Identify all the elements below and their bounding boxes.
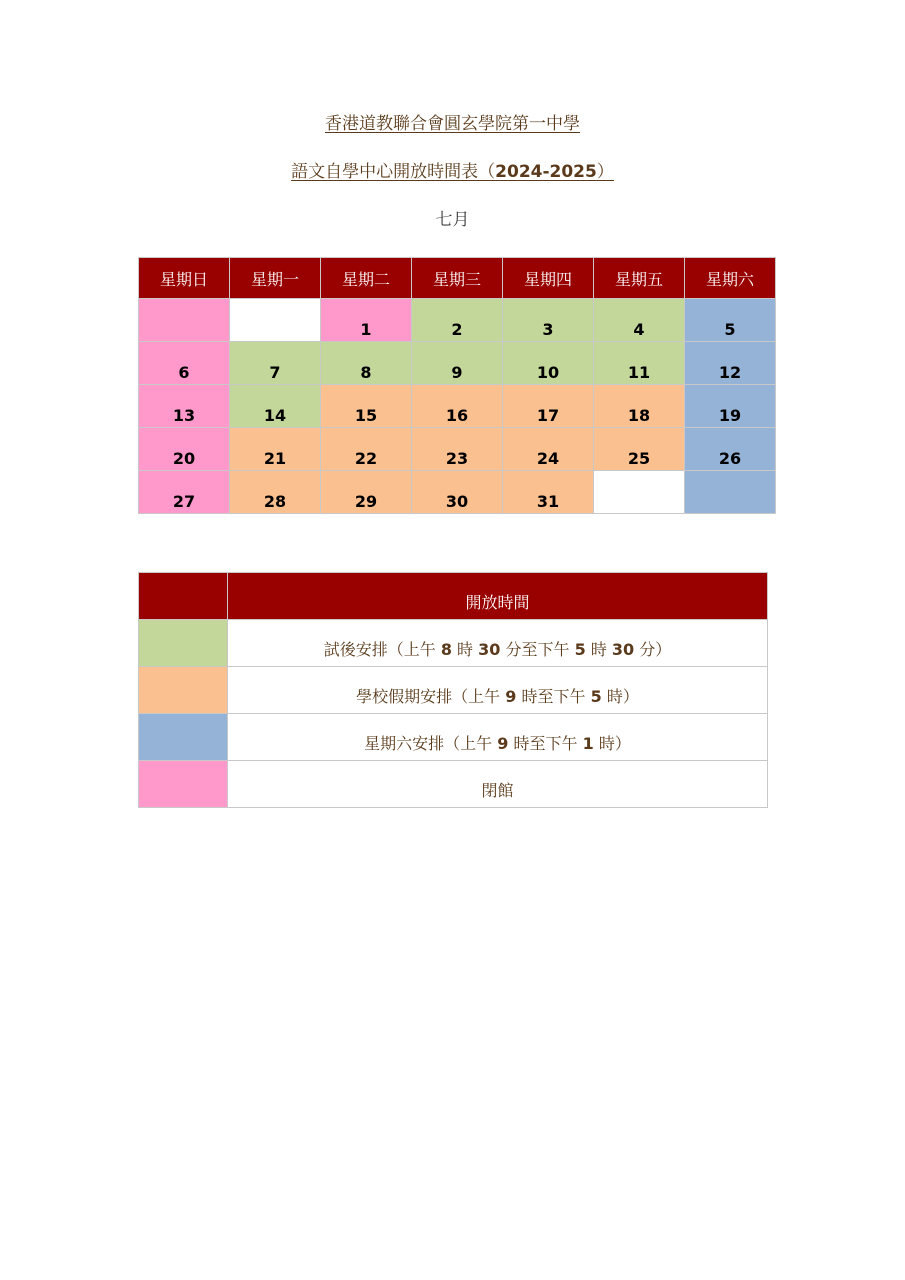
calendar-day-cell: 23 xyxy=(412,428,503,471)
legend-color-swatch xyxy=(139,620,228,667)
school-name: 香港道教聯合會圓玄學院第一中學 xyxy=(325,114,580,134)
calendar-day-cell xyxy=(685,471,776,514)
schedule-title-years: 2024-2025 xyxy=(495,162,597,182)
legend-text-part: 閉館 xyxy=(481,781,514,800)
legend-table xyxy=(138,572,768,808)
calendar-day-cell: 8 xyxy=(321,342,412,385)
weekday-header: 星期三 xyxy=(412,258,503,299)
legend-text-part: 8 xyxy=(440,640,452,659)
calendar-day-cell: 30 xyxy=(412,471,503,514)
calendar-day-cell: 14 xyxy=(230,385,321,428)
weekday-header: 星期六 xyxy=(685,258,776,299)
calendar-day-cell: 24 xyxy=(503,428,594,471)
month-label: 七月 xyxy=(435,210,470,230)
weekday-header-row xyxy=(139,258,776,299)
calendar-day-cell: 13 xyxy=(139,385,230,428)
legend-header-swatch xyxy=(139,573,228,620)
legend-text-part: 試後安排（上午 xyxy=(323,640,441,659)
calendar-day-cell: 4 xyxy=(594,299,685,342)
legend-header-row xyxy=(139,573,768,620)
legend-text-part: 時 xyxy=(585,640,612,659)
schedule-title-text xyxy=(291,162,614,182)
schedule-title xyxy=(0,161,905,183)
calendar-day-cell xyxy=(594,471,685,514)
calendar-day-cell: 17 xyxy=(503,385,594,428)
legend-text-part: 星期六安排（上午 xyxy=(364,734,498,753)
legend-row xyxy=(139,667,768,714)
calendar-day-cell: 27 xyxy=(139,471,230,514)
legend-text-part: 學校假期安排（上午 xyxy=(356,687,506,706)
calendar-day-cell: 22 xyxy=(321,428,412,471)
schedule-title-prefix: 語文自學中心開放時間表（ xyxy=(291,162,496,182)
calendar-week-row xyxy=(139,471,776,514)
weekday-header: 星期日 xyxy=(139,258,230,299)
calendar-day-cell: 11 xyxy=(594,342,685,385)
calendar-day-cell: 15 xyxy=(321,385,412,428)
calendar-day-cell xyxy=(139,299,230,342)
calendar-day-cell: 7 xyxy=(230,342,321,385)
schedule-title-suffix: ） xyxy=(596,162,614,182)
calendar-day-cell: 10 xyxy=(503,342,594,385)
legend-text-part: 5 xyxy=(574,640,586,659)
month-title xyxy=(0,209,905,231)
legend-color-swatch xyxy=(139,714,228,761)
legend-text-part: 時 xyxy=(451,640,479,659)
calendar-day-cell: 12 xyxy=(685,342,776,385)
calendar-day-cell: 18 xyxy=(594,385,685,428)
calendar-day-cell: 5 xyxy=(685,299,776,342)
weekday-header: 星期四 xyxy=(503,258,594,299)
school-title xyxy=(0,113,905,135)
calendar-table xyxy=(138,257,776,514)
legend-row xyxy=(139,761,768,808)
calendar-day-cell: 25 xyxy=(594,428,685,471)
calendar-day-cell: 6 xyxy=(139,342,230,385)
calendar-day-cell: 21 xyxy=(230,428,321,471)
legend-text-part: 5 xyxy=(590,687,602,706)
calendar-day-cell: 20 xyxy=(139,428,230,471)
legend-row xyxy=(139,714,768,761)
legend-color-swatch xyxy=(139,667,228,714)
legend-text-part: 分） xyxy=(634,640,672,659)
weekday-header: 星期二 xyxy=(321,258,412,299)
legend-text-part: 9 xyxy=(505,687,517,706)
calendar-body xyxy=(139,299,776,514)
legend-text-part: 30 xyxy=(478,640,501,659)
calendar-day-cell: 28 xyxy=(230,471,321,514)
legend-color-swatch xyxy=(139,761,228,808)
legend-description xyxy=(228,714,768,761)
legend-description xyxy=(228,620,768,667)
calendar-week-row xyxy=(139,342,776,385)
calendar-day-cell: 26 xyxy=(685,428,776,471)
calendar-day-cell: 2 xyxy=(412,299,503,342)
calendar-week-row xyxy=(139,428,776,471)
weekday-header: 星期五 xyxy=(594,258,685,299)
legend-description xyxy=(228,667,768,714)
legend-text-part: 時至下午 xyxy=(516,687,591,706)
legend-text-part: 分至下午 xyxy=(500,640,575,659)
weekday-header: 星期一 xyxy=(230,258,321,299)
legend-row xyxy=(139,620,768,667)
calendar-day-cell: 31 xyxy=(503,471,594,514)
calendar-day-cell: 29 xyxy=(321,471,412,514)
legend-text-part: 時） xyxy=(593,734,631,753)
legend-text-part: 1 xyxy=(582,734,594,753)
legend-text-part: 30 xyxy=(611,640,635,659)
legend-description xyxy=(228,761,768,808)
calendar-day-cell: 9 xyxy=(412,342,503,385)
calendar-day-cell: 16 xyxy=(412,385,503,428)
calendar-week-row xyxy=(139,385,776,428)
legend-text-part: 時） xyxy=(601,687,639,706)
legend-text-part: 時至下午 xyxy=(508,734,583,753)
legend-body xyxy=(139,573,768,808)
calendar-day-cell: 19 xyxy=(685,385,776,428)
legend-header-label: 開放時間 xyxy=(228,573,768,620)
legend-text-part: 9 xyxy=(497,734,509,753)
calendar-week-row xyxy=(139,299,776,342)
calendar-day-cell: 3 xyxy=(503,299,594,342)
calendar-day-cell xyxy=(230,299,321,342)
calendar-day-cell: 1 xyxy=(321,299,412,342)
